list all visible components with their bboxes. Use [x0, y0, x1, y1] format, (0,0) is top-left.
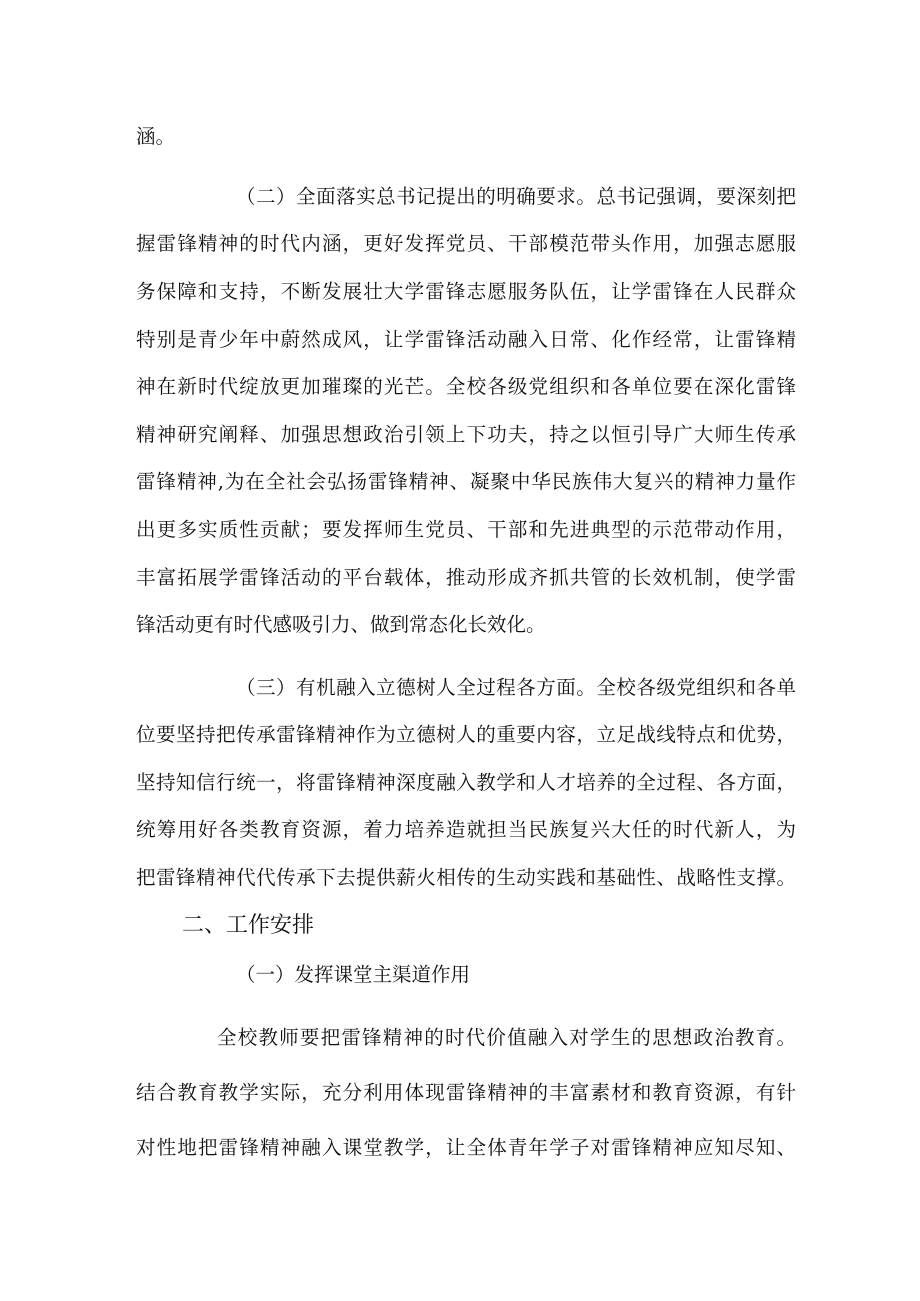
paragraph-3-line-1: 全校教师要把雷锋精神的时代价值融入对学生的思想政治教育。	[217, 1026, 796, 1049]
paragraph-1-line-8: 出更多实质性贡献；要发挥师生党员、干部和先进典型的示范带动作用，	[136, 518, 796, 541]
paragraph-2-line-2: 位要坚持把传承雷锋精神作为立德树人的重要内容，立足战线特点和优势，	[136, 723, 796, 746]
paragraph-1-line-5: 神在新时代绽放更加璀璨的光芒。全校各级党组织和各单位要在深化雷锋	[136, 375, 796, 398]
paragraph-2-line-3: 坚持知信行统一，将雷锋精神深度融入教学和人才培养的全过程、各方面，	[136, 771, 796, 794]
paragraph-1-line-10: 锋活动更有时代感吸引力、做到常态化长效化。	[136, 613, 546, 636]
paragraph-1-line-6: 精神研究阐释、加强思想政治引领上下功夫，持之以恒引导广大师生传承	[136, 423, 796, 446]
paragraph-2-line-5: 把雷锋精神代代传承下去提供薪火相传的生动实践和基础性、战略性支撑。	[136, 866, 796, 889]
paragraph-0-line-1: 涵。	[136, 125, 176, 148]
paragraph-1-line-1: （二）全面落实总书记提出的明确要求。总书记强调，要深刻把	[236, 185, 796, 208]
paragraph-3-line-2: 结合教育教学实际，充分利用体现雷锋精神的丰富素材和教育资源，有针	[136, 1081, 796, 1104]
paragraph-1-line-9: 丰富拓展学雷锋活动的平台载体，推动形成齐抓共管的长效机制，使学雷	[136, 566, 796, 589]
paragraph-1-line-7: 雷锋精神,为在全社会弘扬雷锋精神、凝聚中华民族伟大复兴的精神力量作	[136, 470, 796, 493]
paragraph-2-line-1: （三）有机融入立德树人全过程各方面。全校各级党组织和各单	[236, 676, 796, 699]
paragraph-2-line-4: 统筹用好各类教育资源，着力培养造就担当民族复兴大任的时代新人，为	[136, 818, 796, 841]
paragraph-3-line-3: 对性地把雷锋精神融入课堂教学，让全体青年学子对雷锋精神应知尽知、	[136, 1136, 796, 1159]
section-heading: 二、工作安排	[182, 913, 315, 938]
paragraph-1-line-3: 务保障和支持，不断发展壮大学雷锋志愿服务队伍，让学雷锋在人民群众	[136, 280, 796, 303]
paragraph-1-line-2: 握雷锋精神的时代内涵，更好发挥党员、干部模范带头作用，加强志愿服	[136, 232, 796, 255]
subsection-heading: （一）发挥课堂主渠道作用	[236, 963, 471, 986]
paragraph-1-line-4: 特别是青少年中蔚然成风，让学雷锋活动融入日常、化作经常，让雷锋精	[136, 328, 796, 351]
